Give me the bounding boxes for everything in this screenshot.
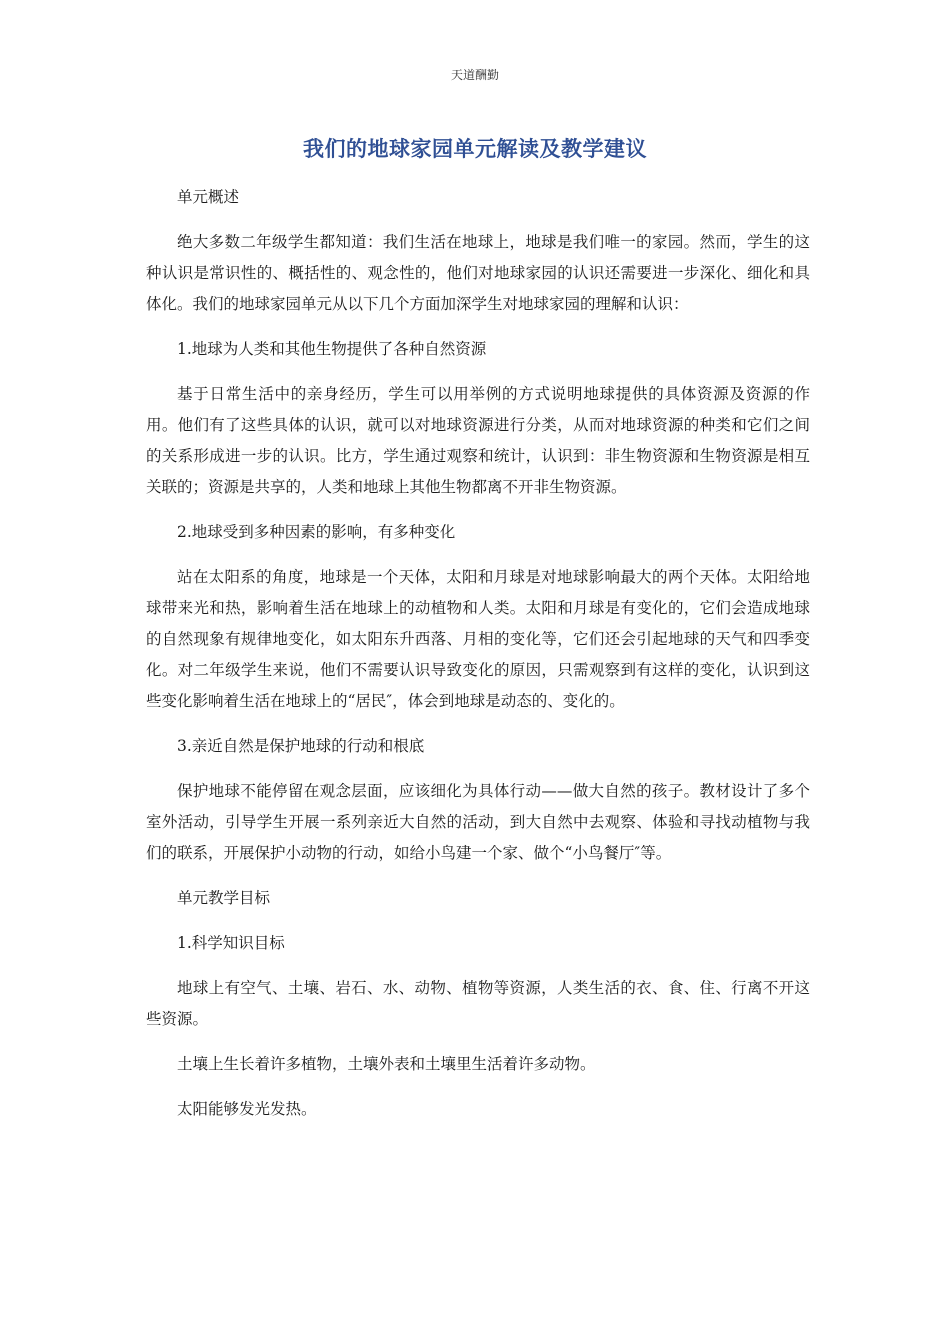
paragraph: 保护地球不能停留在观念层面，应该细化为具体行动——做大自然的孩子。教材设计了多个室外活动，引导学生开展一系列亲近大自然的活动，到大自然中去观察、体验和寻找动植物与我们的联系，开展保护小动物的行动，如给小鸟建一个家、做个“小鸟餐厅″等。 bbox=[146, 782, 810, 862]
paragraph: 基于日常生活中的亲身经历，学生可以用举例的方式说明地球提供的具体资源及资源的作用。他们有了这些具体的认识，就可以对地球资源进行分类，从而对地球资源的种类和它们之间的关系形成进一步的认识。比方，学生通过观察和统计，认识到：非生物资源和生物资源是相互关联的；资源是共享的，人类和地球上其他生物都离不开非生物资源。 bbox=[146, 385, 810, 496]
paragraph: 地球上有空气、土壤、岩石、水、动物、植物等资源，人类生活的衣、食、住、行离不开这些资源。 bbox=[146, 979, 810, 1028]
document-body bbox=[146, 182, 810, 1139]
subheading-resources: 1.地球为人类和其他生物提供了各种自然资源 bbox=[177, 340, 487, 358]
subheading-knowledge-goals: 1.科学知识目标 bbox=[177, 934, 285, 952]
document-title: 我们的地球家园单元解读及教学建议 bbox=[303, 137, 647, 161]
subheading-changes: 2.地球受到多种因素的影响，有多种变化 bbox=[177, 523, 456, 541]
section-heading-overview: 单元概述 bbox=[177, 188, 240, 206]
paragraph: 站在太阳系的角度，地球是一个天体，太阳和月球是对地球影响最大的两个天体。太阳给地球带来光和热，影响着生活在地球上的动植物和人类。太阳和月球是有变化的，它们会造成地球的自然现象有规律地变化，如太阳东升西落、月相的变化等，它们还会引起地球的天气和四季变化。对二年级学生来说，他们不需要认识导致变化的原因，只需观察到有这样的变化，认识到这些变化影响着生活在地球上的“居民″，体会到地球是动态的、变化的。 bbox=[146, 568, 810, 710]
page-header: 天道酬勤 bbox=[450, 68, 499, 82]
section-heading-goals: 单元教学目标 bbox=[177, 889, 271, 907]
paragraph: 土壤上生长着许多植物，土壤外表和土壤里生活着许多动物。 bbox=[177, 1055, 596, 1073]
paragraph: 太阳能够发光发热。 bbox=[177, 1100, 317, 1118]
subheading-nature: 3.亲近自然是保护地球的行动和根底 bbox=[177, 737, 425, 755]
paragraph: 绝大多数二年级学生都知道：我们生活在地球上，地球是我们唯一的家园。然而，学生的这种认识是常识性的、概括性的、观念性的，他们对地球家园的认识还需要进一步深化、细化和具体化。我们的地球家园单元从以下几个方面加深学生对地球家园的理解和认识： bbox=[146, 233, 810, 313]
